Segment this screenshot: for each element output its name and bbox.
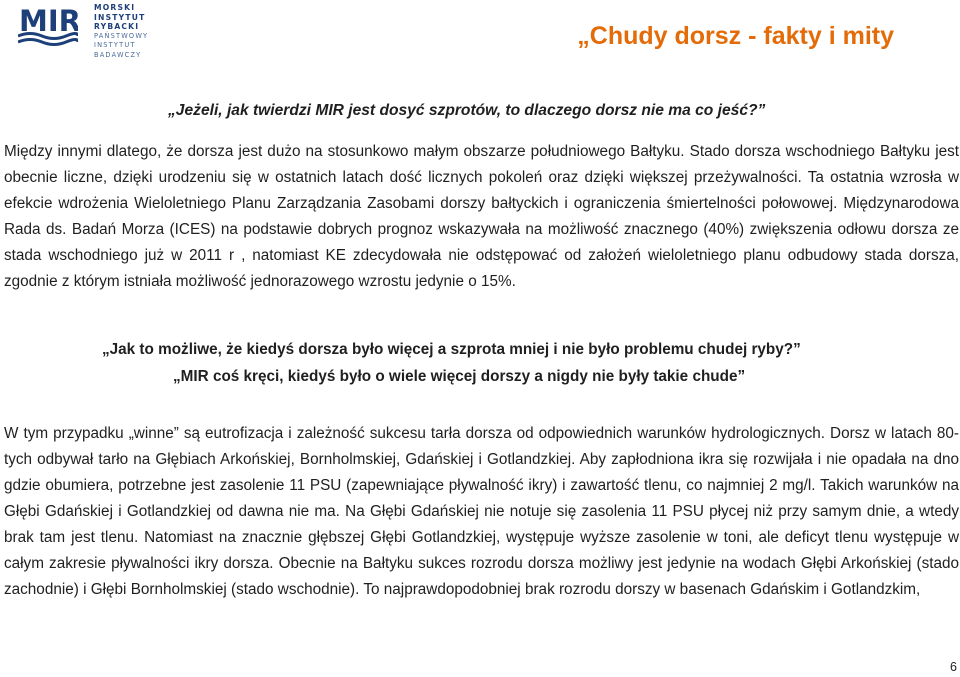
question-heading-3: „MIR coś kręci, kiedyś było o wiele więcej dorszy a nigdy nie były takie chude” [173,368,746,385]
logo-line: RYBACKI [94,22,140,31]
mir-logo-mark-icon [18,0,78,50]
answer-paragraph-1: Między innymi dlatego, że dorsza jest dużo na stosunkowo małym obszarze południowego Bałtyku. Stado dorsza wschodniego Bałtyku jest obecnie liczne, dzięki urodzeniu się w ostatnich latach dość licznych pokoleń oraz dzięki większej przeżywalności. Ta ostatnia wzrosła w efekcie wdrożenia Wieloletniego Planu Zarządzania Zasobami dorszy bałtyckich i ograniczenia śmiertelności połowowej. Międzynarodowa Rada ds. Badań Morza (ICES) na podstawie dobrych prognoz wskazywała na możliwość znacznego (40%) zwiększenia odłowu dorsza ze stada wschodniego już w 2011 r , natomiast KE zdecydowała nie odstępować od założeń wieloletniego planu odbudowy stada dorsza, zgodnie z którym istniała możliwość jednorazowego wzrostu jedynie o 15%. [4,143,959,290]
question-heading-2: „Jak to możliwe, że kiedyś dorsza było więcej a szprota mniej i nie było problemu chudej ryby?” [102,341,801,358]
logo-line: PAŃSTWOWY [94,31,149,40]
answer-paragraph-2: W tym przypadku „winne” są eutrofizacja i zależność sukcesu tarła dorsza od odpowiednich warunków hydrologicznych. Dorsz w latach 80-tych odbywał tarło na Głębiach Arkońskiej, Bornholmskiej, Gdańskiej i Gotlandzkiej. Aby zapłodniona ikra się rozwijała i nie opadała na dno gdzie obumiera, potrzebne jest zasolenie 11 PSU (zapewniające pływalność ikry) i zawartość tlenu, co najmniej 2 mg/l. Takich warunków na Głębi Gdańskiej i Gotlandzkiej od dawna nie ma. Na Głębi Gdańskiej nie notuje się zasolenia 11 PSU płycej niż przy samym dnie, a wtedy brak tam jest tlenu. Natomiast na znacznie głębszej Głębi Gotlandzkiej, występuje wyższe zasolenie w toni, ale deficyt tlenu występuje w całym zakresie pływalności ikry dorsza. Obecnie na Bałtyku sukces rozrodu dorsza możliwy jest jedynie na wodach Głębi Arkońskiej (stado zachodnie) i Głębi Bornholmskiej (stado wschodnie). To najprawdopodobniej brak rozrodu dorszy w basenach Gdańskim i Gotlandzkim, [4,425,959,598]
page-title: „Chudy dorsz - fakty i mity [577,22,894,50]
mir-logo-mark: MIR [19,4,78,38]
question-heading-1: „Jeżeli, jak twierdzi MIR jest dosyć szprotów, to dlaczego dorsz nie ma co jeść?” [168,102,766,119]
page-number: 6 [950,660,957,674]
mir-logo [18,0,149,59]
logo-line: BADAWCZY [94,50,142,59]
logo-line: MORSKI [94,3,136,12]
logo-line: INSTYTUT [94,12,146,22]
logo-line: INSTYTUT [94,41,136,49]
logo-text [94,3,148,60]
